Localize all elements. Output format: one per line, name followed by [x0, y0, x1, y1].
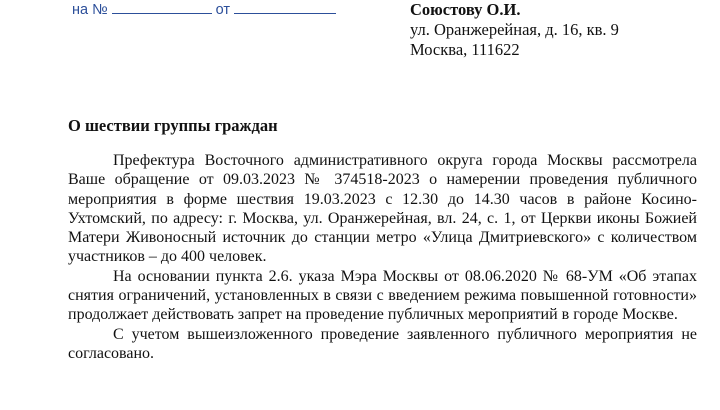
body-paragraph: На основании пункта 2.6. указа Мэра Москвы от 08.06.2020 № 68-УМ «Об этапах снятия ограничений, установленных в связи с введением режима повышенной готовности» продолжает действовать запрет на проведение публичных мероприятий в городе Москве.: [68, 267, 697, 324]
body-paragraph: Префектура Восточного административного округа города Москвы рассмотрела Ваше обращение от 09.03.2023 № 374518-2023 о намерении проведения публичного мероприятия в форме шествия 19.03.2023 с 12.30 до 14.30 часов в районе Косино-Ухтомский, по адресу: г. Москва, ул. Оранжерейная, вл. 24, с. 1, от Церкви иконы Божией Матери Живоносный источник до станции метро «Улица Дмитриевского» с количеством участников – до 400 человек.: [68, 152, 697, 266]
number-blank-line: [112, 1, 212, 14]
recipient-city: Москва, 111622: [410, 40, 520, 59]
from-label: от: [215, 2, 231, 18]
recipient-street: ул. Оранжерейная, д. 16, кв. 9: [410, 20, 619, 39]
date-blank-line: [234, 1, 336, 14]
recipient-name: Союстову О.И.: [410, 0, 521, 19]
body-paragraph: С учетом вышеизложенного проведение заявленного публичного мероприятия не согласовано.: [68, 325, 697, 362]
registration-fields: [72, 1, 336, 18]
letter-subject: О шествии группы граждан: [68, 116, 278, 135]
recipient-address-block: [410, 0, 619, 60]
number-label: на №: [72, 2, 108, 18]
letter-body: [68, 151, 697, 363]
